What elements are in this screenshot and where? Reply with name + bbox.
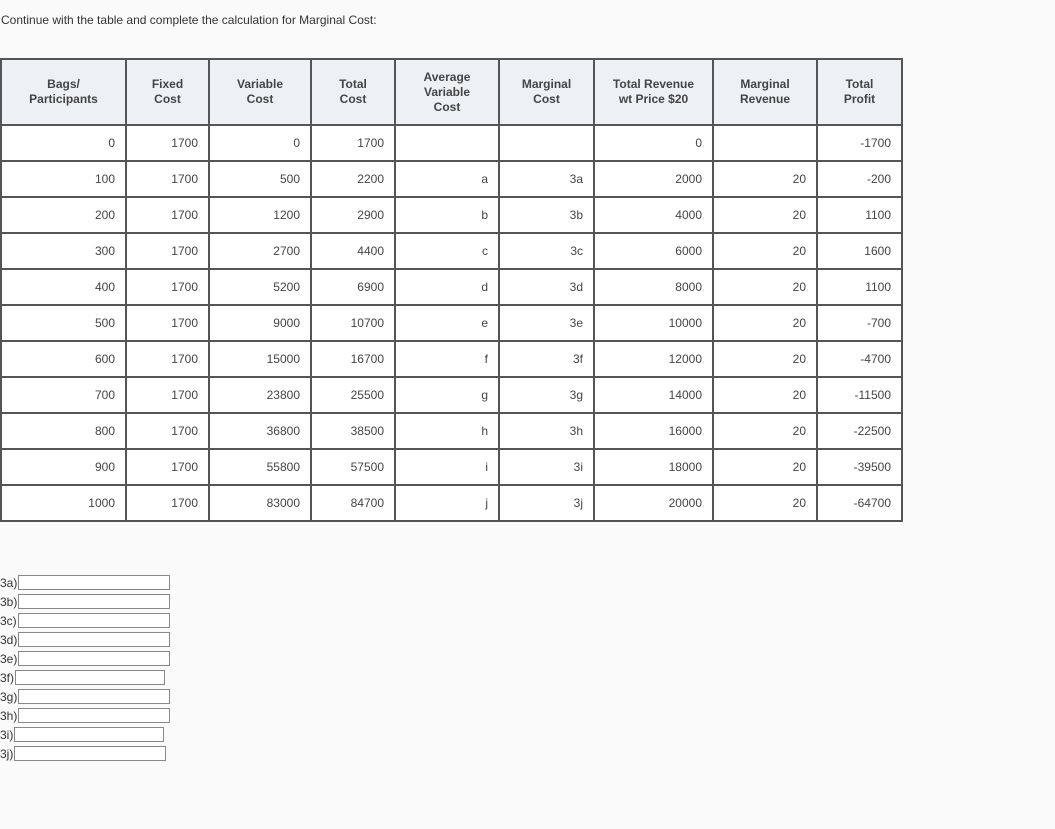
table-cell: i [395, 449, 499, 485]
answer-input[interactable] [18, 594, 170, 609]
table-cell: 6000 [594, 233, 713, 269]
table-cell: 1700 [126, 125, 209, 161]
table-cell: 200 [1, 197, 126, 233]
answer-row [0, 668, 170, 687]
table-cell: 20 [713, 413, 817, 449]
answer-label: 3g) [0, 689, 18, 704]
answer-label: 3a) [0, 575, 18, 590]
answer-row [0, 611, 170, 630]
table-cell: 3e [499, 305, 594, 341]
header-line: Participants [29, 92, 98, 106]
table-cell: -700 [817, 305, 902, 341]
table-cell: 55800 [209, 449, 311, 485]
table-cell: e [395, 305, 499, 341]
header-line: Marginal [521, 77, 572, 91]
answer-input[interactable] [18, 575, 170, 590]
header-line: Variable [236, 77, 284, 91]
table-cell: 1700 [126, 269, 209, 305]
header-total-profit [817, 59, 902, 125]
table-cell: 500 [1, 305, 126, 341]
table-cell: 1100 [817, 269, 902, 305]
table-cell: 300 [1, 233, 126, 269]
table-cell: 38500 [311, 413, 395, 449]
table-cell [713, 125, 817, 161]
table-cell: 23800 [209, 377, 311, 413]
header-line: Marginal [740, 77, 790, 91]
answer-input[interactable] [14, 746, 166, 761]
answer-input[interactable] [18, 689, 170, 704]
table-cell: 2900 [311, 197, 395, 233]
table-row [1, 125, 902, 161]
table-cell: 3i [499, 449, 594, 485]
answer-row [0, 744, 170, 763]
table-cell: 4400 [311, 233, 395, 269]
answers-section [0, 573, 170, 763]
table-cell: b [395, 197, 499, 233]
answer-label: 3e) [0, 651, 18, 666]
answer-row [0, 725, 170, 744]
table-cell: 12000 [594, 341, 713, 377]
table-cell: -39500 [817, 449, 902, 485]
table-cell: j [395, 485, 499, 521]
answer-input[interactable] [18, 632, 170, 647]
table-cell: 20 [713, 197, 817, 233]
header-line: Cost [154, 92, 181, 106]
table-cell: 800 [1, 413, 126, 449]
answer-label: 3c) [0, 613, 17, 628]
table-cell: 20 [713, 449, 817, 485]
header-marginal-revenue [713, 59, 817, 125]
table-cell: 83000 [209, 485, 311, 521]
table-cell: 4000 [594, 197, 713, 233]
answer-input[interactable] [18, 651, 170, 666]
table-cell: 1000 [1, 485, 126, 521]
table-row [1, 377, 902, 413]
table-cell: 5200 [209, 269, 311, 305]
table-cell: 1200 [209, 197, 311, 233]
header-marginal-cost [499, 59, 594, 125]
header-average-variable-cost [395, 59, 499, 125]
table-cell: h [395, 413, 499, 449]
table-cell: 10700 [311, 305, 395, 341]
table-cell: 16000 [594, 413, 713, 449]
table-cell: f [395, 341, 499, 377]
table-cell: 3c [499, 233, 594, 269]
answer-input[interactable] [15, 670, 165, 685]
table-cell: 3j [499, 485, 594, 521]
header-line: wt Price $20 [618, 92, 689, 106]
table-cell: 1700 [126, 233, 209, 269]
table-cell: 1700 [126, 305, 209, 341]
table-cell [395, 125, 499, 161]
answer-input[interactable] [18, 613, 170, 628]
table-cell: 10000 [594, 305, 713, 341]
table-cell [499, 125, 594, 161]
table-cell: 1700 [126, 449, 209, 485]
table-cell: 14000 [594, 377, 713, 413]
table-cell: 2700 [209, 233, 311, 269]
answer-input[interactable] [14, 727, 164, 742]
header-line: Total Revenue [612, 77, 695, 91]
header-line: Cost [433, 99, 461, 114]
table-cell: 18000 [594, 449, 713, 485]
table-cell: a [395, 161, 499, 197]
header-bags-participants [1, 59, 126, 125]
table-cell: 2200 [311, 161, 395, 197]
table-row [1, 413, 902, 449]
table-cell: 57500 [311, 449, 395, 485]
header-line: Total [339, 77, 367, 91]
table-row [1, 161, 902, 197]
table-cell: 16700 [311, 341, 395, 377]
table-cell: 36800 [209, 413, 311, 449]
table-cell: d [395, 269, 499, 305]
answer-label: 3i) [0, 727, 14, 742]
table-cell: 20 [713, 485, 817, 521]
answer-input[interactable] [18, 708, 170, 723]
table-cell: 1100 [817, 197, 902, 233]
table-cell: 20000 [594, 485, 713, 521]
table-cell: 1700 [126, 485, 209, 521]
answer-label: 3h) [0, 708, 18, 723]
table-cell: 25500 [311, 377, 395, 413]
table-cell: 1700 [126, 341, 209, 377]
table-cell: 20 [713, 341, 817, 377]
table-cell: 0 [1, 125, 126, 161]
table-cell: 6900 [311, 269, 395, 305]
answer-row [0, 687, 170, 706]
table-cell: 500 [209, 161, 311, 197]
table-cell: c [395, 233, 499, 269]
table-cell: 0 [209, 125, 311, 161]
table-cell: 20 [713, 269, 817, 305]
table-row [1, 269, 902, 305]
header-line: Fixed [151, 77, 184, 91]
table-cell: 20 [713, 305, 817, 341]
table-cell: 1700 [126, 197, 209, 233]
table-row [1, 233, 902, 269]
table-cell: 1600 [817, 233, 902, 269]
table-cell: 1700 [126, 413, 209, 449]
answer-row [0, 706, 170, 725]
table-cell: -11500 [817, 377, 902, 413]
table-cell: -4700 [817, 341, 902, 377]
answer-row [0, 592, 170, 611]
answer-label: 3d) [0, 632, 18, 647]
table-cell: -64700 [817, 485, 902, 521]
table-cell: 20 [713, 233, 817, 269]
header-line: Total [845, 77, 874, 91]
table-cell: 1700 [126, 377, 209, 413]
answer-row [0, 630, 170, 649]
table-row [1, 485, 902, 521]
table-cell: 8000 [594, 269, 713, 305]
header-line: Cost [339, 92, 367, 106]
table-cell: 400 [1, 269, 126, 305]
header-total-cost [311, 59, 395, 125]
table-cell: -200 [817, 161, 902, 197]
table-cell: 3f [499, 341, 594, 377]
header-fixed-cost [126, 59, 209, 125]
table-cell: g [395, 377, 499, 413]
table-cell: 0 [594, 125, 713, 161]
table-cell: -1700 [817, 125, 902, 161]
table-cell: 2000 [594, 161, 713, 197]
cost-table [0, 58, 903, 522]
header-line: Cost [246, 92, 274, 106]
header-line: Average [423, 69, 471, 84]
table-cell: 1700 [126, 161, 209, 197]
answer-row [0, 649, 170, 668]
header-line: Variable [423, 84, 471, 99]
header-line: Bags/ [47, 77, 80, 91]
header-total-revenue [594, 59, 713, 125]
table-row [1, 449, 902, 485]
table-cell: -22500 [817, 413, 902, 449]
table-cell: 100 [1, 161, 126, 197]
table-header-row [1, 59, 902, 125]
answer-row [0, 573, 170, 592]
table-cell: 3g [499, 377, 594, 413]
table-cell: 15000 [209, 341, 311, 377]
table-cell: 3d [499, 269, 594, 305]
table-row [1, 341, 902, 377]
table-row [1, 305, 902, 341]
header-line: Revenue [739, 92, 791, 106]
header-variable-cost [209, 59, 311, 125]
header-line: Cost [533, 92, 560, 106]
table-cell: 3h [499, 413, 594, 449]
table-cell: 900 [1, 449, 126, 485]
instruction-text: Continue with the table and complete the calculation for Marginal Cost: [1, 13, 377, 27]
answer-label: 3j) [0, 746, 14, 761]
table-row [1, 197, 902, 233]
table-cell: 1700 [311, 125, 395, 161]
header-line: Profit [843, 92, 876, 106]
table-cell: 3b [499, 197, 594, 233]
table-cell: 20 [713, 377, 817, 413]
table-cell: 9000 [209, 305, 311, 341]
table-cell: 3a [499, 161, 594, 197]
table-cell: 20 [713, 161, 817, 197]
answer-label: 3f) [0, 670, 15, 685]
table-cell: 700 [1, 377, 126, 413]
table-cell: 84700 [311, 485, 395, 521]
answer-label: 3b) [0, 594, 18, 609]
table-cell: 600 [1, 341, 126, 377]
